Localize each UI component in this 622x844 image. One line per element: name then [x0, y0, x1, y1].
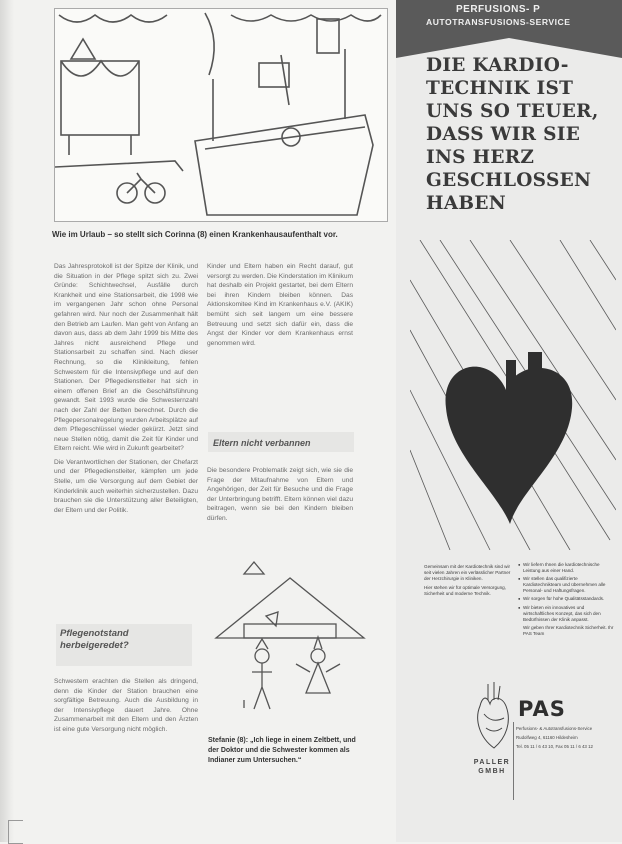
ad-benefit-footer: Wir geben Ihrer Kardiotechnik Sicherheit. Ihr PAS Team [523, 624, 614, 636]
child-drawing-illustration [214, 558, 366, 718]
ad-company-name [472, 758, 512, 776]
ad-headline-line: UNS SO TEUER, [426, 101, 599, 122]
ad-company-line: GMBH [478, 768, 506, 775]
subheading-eltern: Eltern nicht verbannen [213, 438, 311, 448]
paragraph: Das Jahresprotokoll ist der Spitze der Klinik, und die Situation in der Pflege spitzt sich zu. Zwei Gründe: Schichtwechsel, Ausfälle durch Krankheit und eine Stationsarbeit, die 1998 wie im vergangenen Jahr schon ohne Personal gefahren wird. Nur noch der Zusammenhalt hält den Betrieb am Laufen. Man geht von Anfang an davon aus, dass ab dem Jahr 1999 bis Mitte des Jahres nicht ausreichend Pflege und Stationsarbeit zu schaffen sind. Nach dieser Rechnung, so die Klinikleitung, fehlen Schwestern für die Intensivpflege und auf den Stationen. Der Pflegedienstleiter hat sich in einem offenen Brief an die Geschäftsführung gewandt. Seit 1993 wurde die Schwesternzahl nach der Zahl der Betten berechnet. Durch die Pflegepersonalregelung wurden Arbeitsplätze auf dem Pflegeschlüssel wieder gekürzt. Jetzt sind neue Stellen nötig, damit die Zeit für Kinder und Eltern reicht. Wie wird in Zukunft gearbeitet? [54, 263, 198, 453]
ad-address-line: Tel. 05 11 / 6 43 10, Fax 05 11 / 6 43 12 [516, 744, 593, 750]
drawing-caption: Wie im Urlaub – so stellt sich Corinna (8) einen Krankenhausaufenthalt vor. [52, 230, 338, 239]
ad-logo-divider [513, 722, 514, 800]
ad-benefit-item: ● Wir liefern Ihnen die kardiotechnische Leistung aus einer Hand. [518, 562, 616, 574]
ad-headline-line: DIE KARDIO- [426, 55, 569, 76]
ad-address-line: Rudolfweg 4, 61160 Hildesheim [516, 735, 578, 741]
ad-benefit-item: ● Wir bieten ein innovatives und wirtschaftliches Konzept, das sich den Bedürfnissen der Klinik anpasst. [518, 605, 616, 623]
ad-headline [426, 54, 612, 215]
article-column-left-continued [54, 677, 198, 735]
ad-address-line: Perfusions- & Autotransfusions-Service [516, 726, 593, 731]
ad-company-line: PALLER [473, 759, 511, 766]
ad-banner [396, 0, 622, 38]
article-column-middle [207, 262, 353, 348]
paragraph: Die Verantwortlichen der Stationen, der Chefarzt und der Pflegedienstleiter, kämpfen um jede Stelle, um die Versorgung auf dem Gebiet der Kinderklinik auch weiterhin sicherzustellen. Dazu brauchen sie die Unterstützung aller Beteiligten, der Eltern und der Politik. [54, 458, 198, 514]
ad-headline-line: GESCHLOSSEN [426, 170, 592, 191]
ad-headline-line: INS HERZ [426, 147, 535, 168]
ad-headline-line: HABEN [426, 193, 506, 214]
article-column-middle-continued [207, 466, 353, 524]
ad-benefit-list [518, 562, 616, 639]
child-drawing-hospital-vacation [54, 8, 388, 222]
pas-advertisement [396, 0, 622, 842]
subheading-pflegenotstand: Pflegenotstand herbeigeredet? [60, 628, 129, 651]
page-fold-mark [8, 820, 23, 844]
ad-intro-paragraph: Hier stehen wir für optimale Versorgung, Sicherheit und moderne Technik. [424, 585, 506, 597]
ad-benefit-item: ● Wir sorgen für hohe Qualitätsstandards. [518, 596, 616, 602]
ad-banner-line-1: PERFUSIONS- P [456, 4, 541, 15]
ad-headline-line: DASS WIR SIE [426, 124, 581, 145]
ad-intro-copy [424, 564, 516, 600]
article-column-left [54, 262, 198, 515]
ad-benefit-item: ● Wir stellen das qualifizierte Kardiotechnikteam und übernehmen alle Personal- und Haftungsfragen. [518, 576, 616, 594]
heart-sculpture-image [410, 240, 616, 550]
paragraph: Die besondere Problematik zeigt sich, wie sie die Frage der Mitaufnahme von Eltern und Angehörigen, der Zeit für Besuche und die Frage der Unterbringung betrifft. Eltern können viel dazu beitragen, wenn sie bei den Kindern bleiben dürfen. [207, 467, 353, 522]
ad-intro-paragraph: Gemeinsam mit der Kardiotechnik sind wir seit vielen Jahren ein verlässlicher Partner der Herzchirurgie in Kliniken. [424, 564, 511, 582]
paragraph: Schwestern erachten die Stellen als dringend, denn die Kinder der Station brauchen eine sorgfältige Betreuung. Auch die Ausbildung in der Intensivpflege dauert Jahre. Ohne Zusammenarbeit mit den Eltern und den Ärzten ist eine gute Versorgung nicht möglich. [54, 678, 198, 733]
child-drawing-illustration [55, 9, 387, 221]
anatomical-heart-logo-icon [472, 680, 514, 752]
pas-logo-text: PAS [518, 697, 566, 721]
ad-banner-line-2: AUTOTRANSFUSIONS-SERVICE [426, 17, 571, 27]
child-drawing-tent-indians [214, 558, 366, 718]
drawing-caption-2: Stefanie (8): „Ich liege in einem Zeltbett, und der Doktor und die Schwester kommen als Indianer zum Untersuchen.“ [208, 737, 356, 764]
ad-address-block [516, 726, 602, 754]
ad-headline-line: TECHNIK IST [426, 78, 574, 99]
paragraph: Kinder und Eltern haben ein Recht darauf, gut versorgt zu werden. Die Kinderstation im Klinikum hat deshalb ein Projekt gestartet, bei dem Eltern bei ihren Kindern bleiben können. Das Aktionskomitee Kind im Krankenhaus e.V. (AKIK) bemüht sich seit langem um eine bessere Betreuung und setzt sich dafür ein, dass die Angst der Kinder vor dem Krankenhaus ernst genommen wird. [207, 263, 353, 347]
page-edge-shadow [0, 0, 14, 842]
